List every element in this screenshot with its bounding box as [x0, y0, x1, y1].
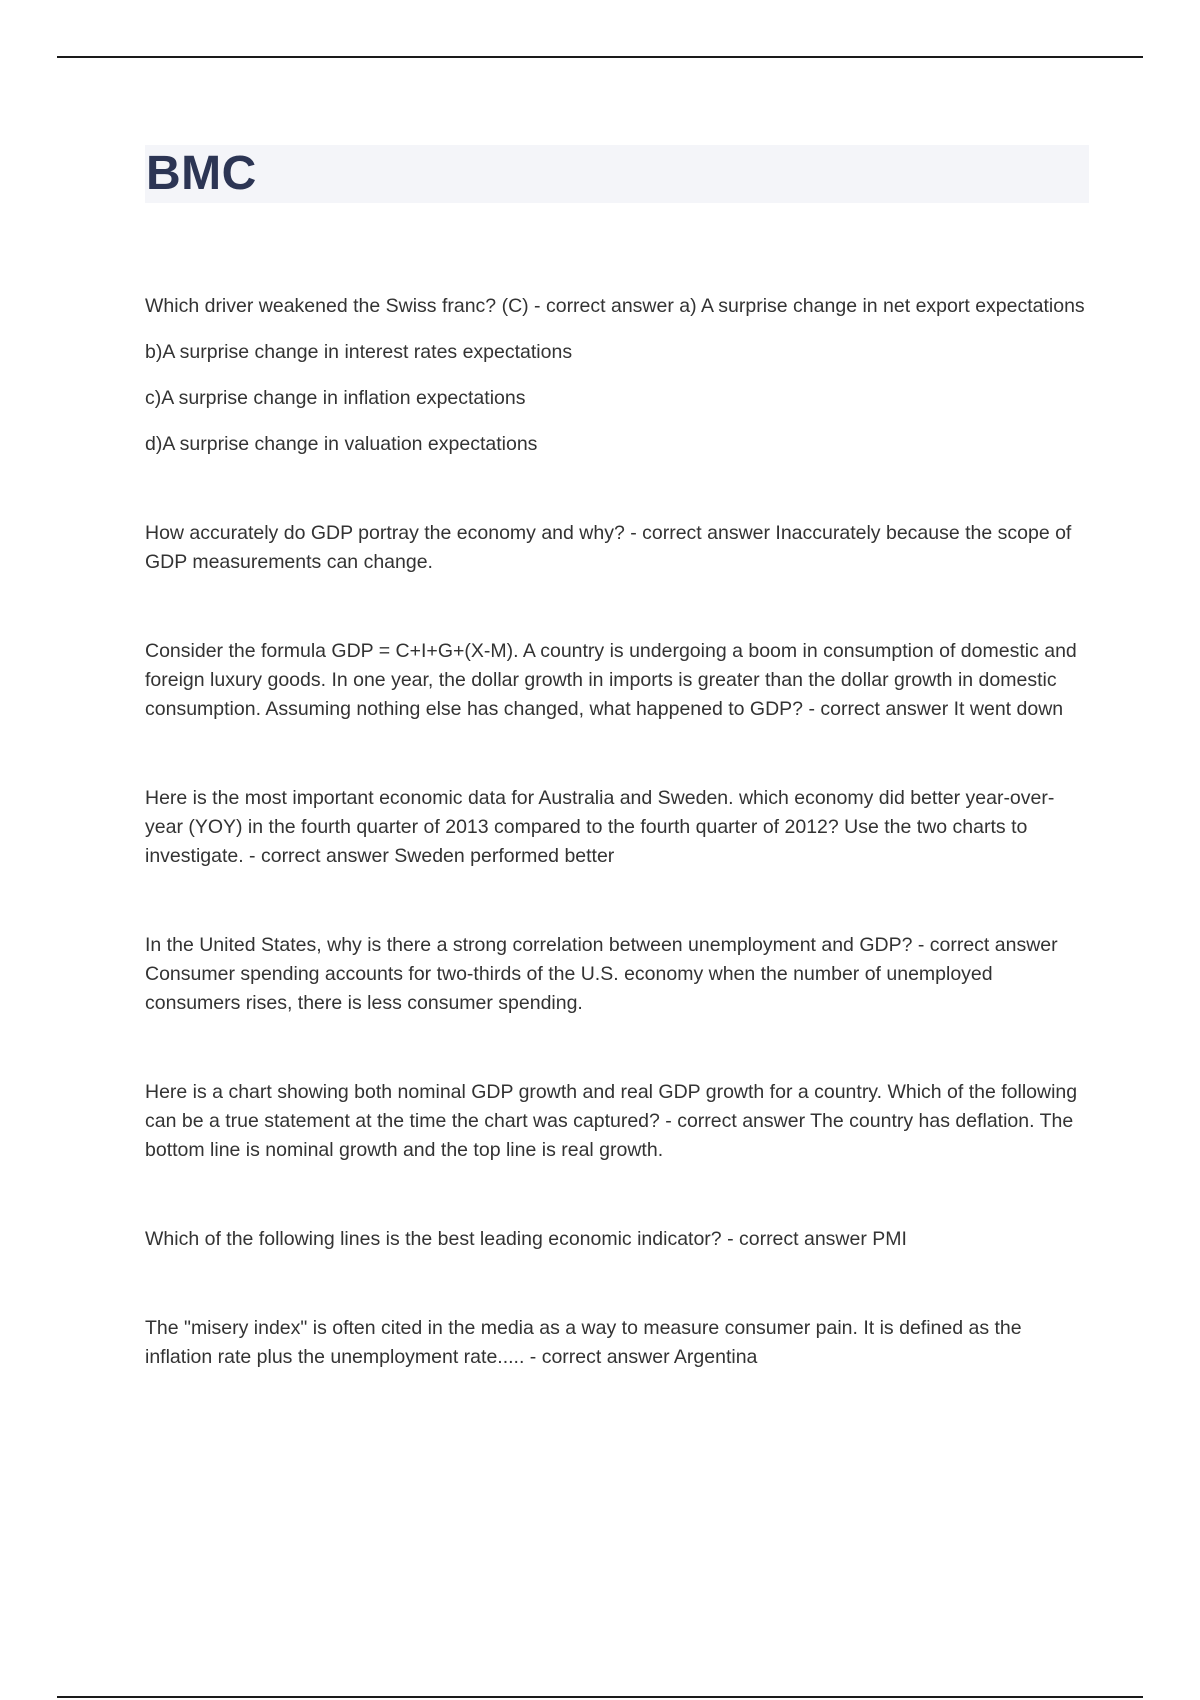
question-answer-4: Here is the most important economic data for Australia and Sweden. which economy did better year-over-year (YOY) in the fourth quarter of 2013 compared to the fourth quarter of 2012? Use the two charts to investigate. - correct answer Sweden performed better: [145, 787, 1055, 867]
question-answer-8: The "misery index" is often cited in the media as a way to measure consumer pain. It is defined as the inflation rate plus the unemployment rate..... - correct answer Argentina: [145, 1317, 1022, 1368]
answer-option-b: b)A surprise change in interest rates expectations: [145, 341, 573, 363]
top-rule: [57, 56, 1143, 58]
title-band: [145, 145, 1089, 203]
question-answer-7: Which of the following lines is the best leading economic indicator? - correct answer PMI: [145, 1228, 907, 1250]
question-answer-1: Which driver weakened the Swiss franc? (C) - correct answer a) A surprise change in net export expectations: [145, 295, 1085, 317]
bottom-rule: [57, 1696, 1143, 1698]
question-answer-3: Consider the formula GDP = C+I+G+(X-M). A country is undergoing a boom in consumption of domestic and foreign luxury goods. In one year, the dollar growth in imports is greater than the dollar growth in domestic consumption. Assuming nothing else has changed, what happened to GDP? - correct answer It went down: [145, 640, 1077, 720]
document-title: BMC: [146, 147, 257, 200]
answer-option-d: d)A surprise change in valuation expectations: [145, 433, 538, 455]
document-body: [145, 292, 1089, 1372]
question-answer-5: In the United States, why is there a strong correlation between unemployment and GDP? - correct answer Consumer spending accounts for two-thirds of the U.S. economy when the number of unemployed consumers rises, there is less consumer spending.: [145, 934, 1058, 1014]
answer-option-c: c)A surprise change in inflation expectations: [145, 387, 526, 409]
question-answer-2: How accurately do GDP portray the economy and why? - correct answer Inaccurately because the scope of GDP measurements can change.: [145, 522, 1072, 573]
question-answer-6: Here is a chart showing both nominal GDP growth and real GDP growth for a country. Which of the following can be a true statement at the time the chart was captured? - correct answer The country has deflation. The bottom line is nominal growth and the top line is real growth.: [145, 1081, 1078, 1161]
